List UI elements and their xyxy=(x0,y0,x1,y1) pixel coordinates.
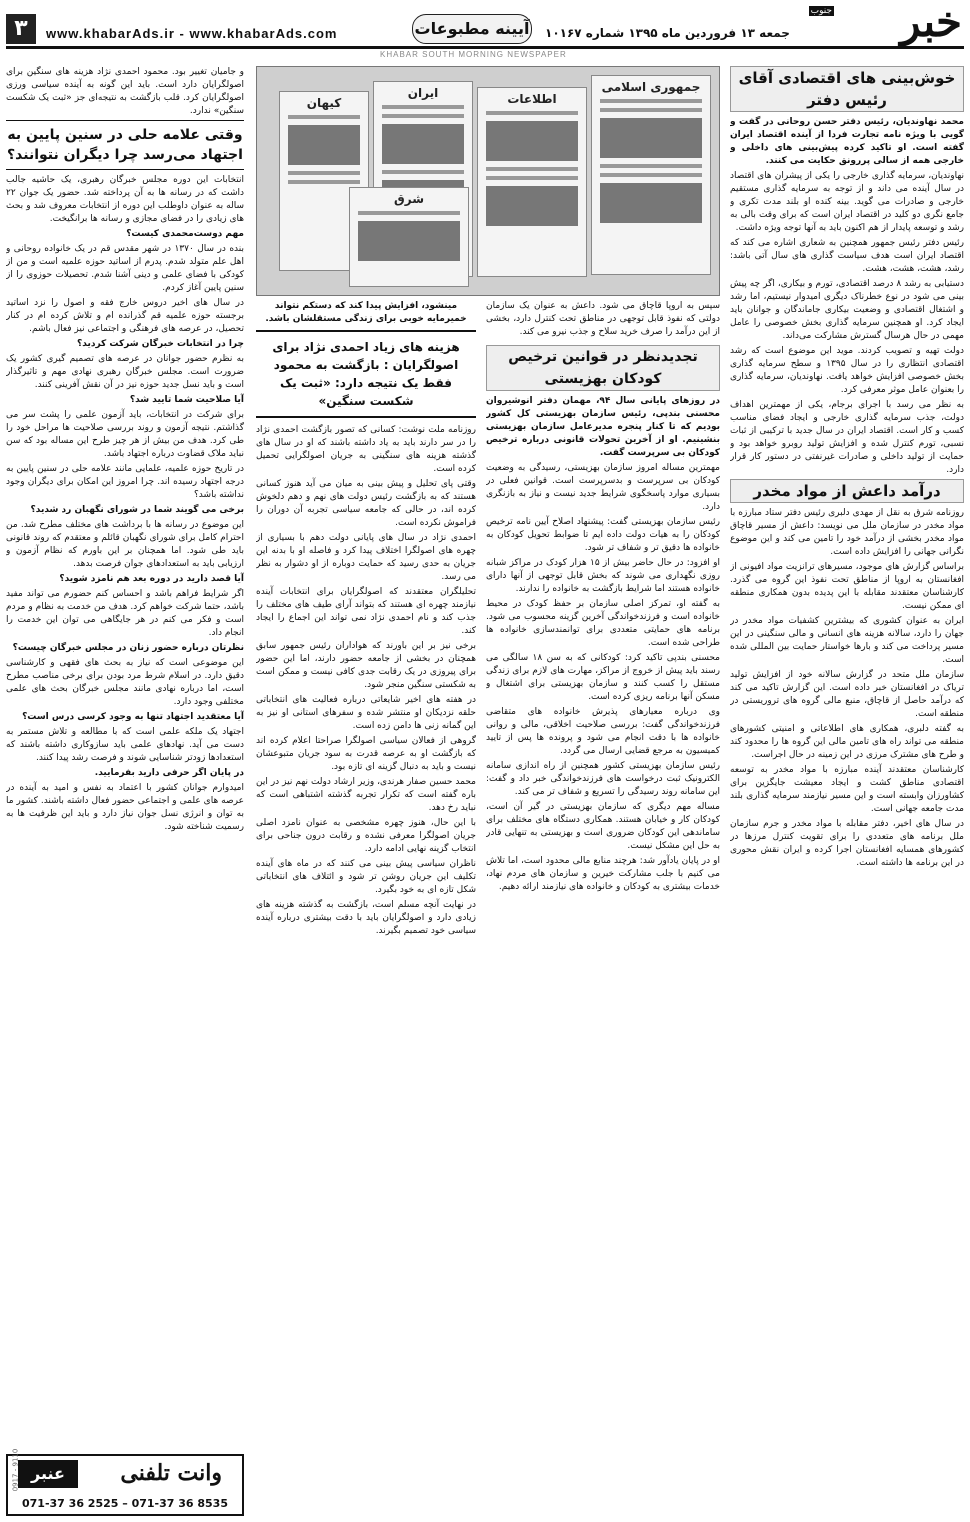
article-paragraph: سازمان ملل متحد در گزارش سالانه خود از افزایش تولید تریاک در افغانستان خبر داده است. این گزارش تاکید می کند که درآمد حاصل از قاچاق، منبع مالی گروه های تروریستی در منطقه است. xyxy=(730,670,964,719)
middle-column xyxy=(486,300,720,1522)
article-paragraph: احمدی نژاد در سال های پایانی دولت دهم با بسیاری از چهره های اصولگرا اختلاف پیدا کرد و فاصله او با بدنه این جریان به حدی رسید که حمایت دوباره از او دشوار به نظر می رسد. xyxy=(256,533,476,582)
article-paragraph: روزنامه ملت نوشت: کسانی که تصور بازگشت احمدی نژاد را در سر دارند باید به یاد داشته باشند که او در سال های گذشته هزینه های سنگینی به جریان اصولگرایی تحمیل کرده است. xyxy=(256,425,476,474)
article-paragraph: برای شرکت در انتخابات، باید آزمون علمی را پشت سر می گذاشتم. نتیجه آزمون و روند بررسی صلاحیت ها مراحل خود را طی کرد. هدف من بیش از هر چیز طرح این مساله بود که سن نباید ملاک قضاوت درباره اجتهاد باشد. xyxy=(6,410,244,459)
article-paragraph: اگر شرایط فراهم باشد و احساس کنم حضورم می تواند مفید باشد، حتما شرکت خواهم کرد. هدف من خدمت به نظام و مردم است و فکر می کنم در هر جایگاهی می توان این خدمت را انجام داد. xyxy=(6,589,244,638)
interview-question: مهم دوست‌محمدی کیست؟ xyxy=(126,229,244,239)
article-paragraph: وی درباره معیارهای پذیرش خانواده های متقاضی فرزندخواندگی گفت: بررسی صلاحیت اخلاقی، مالی و روانی خانواده ها با دقت انجام می شود و پرونده ها پس از تایید کمیسیون به مرجع قضایی ارسال می گردد. xyxy=(486,707,720,756)
ad-brand-logo: عنبر xyxy=(18,1460,78,1488)
logo-tag: جنوب xyxy=(810,6,832,16)
article-paragraph: به نظرم حضور جوانان در عرصه های تصمیم گیری کشور یک ضرورت است. مجلس خبرگان رهبری نهادی مهم و تاثیرگذار است و باید نسل جدید حوزه نیز در آن نقش آفرینی کنند. xyxy=(6,354,244,390)
interview-question: آیا معتقدید اجتهاد تنها به وجود کرسی درس است؟ xyxy=(22,712,244,722)
middle-left-column xyxy=(256,300,476,1522)
article-headline-ahmadinejad: هزینه های زیاد احمدی نژاد برای اصولگرایان : بازگشت به محمود فقط یک نتیجه دارد: «ثبت یک شکست سنگین» xyxy=(256,330,476,418)
section-title: آیینه مطبوعات xyxy=(412,14,532,44)
article-lead: در روزهای پایانی سال ۹۴، مهمان دفتر انوشیروان محسنی بندپی، رئیس سازمان بهزیستی کل کشور بودیم که تا کنار پنجره مدیرعامل سازمان بهزیستی بنشینیم. او از آخرین تحولات قانونی درباره ترخیص کودکان بی سرپرست گفت. xyxy=(486,396,720,458)
interview-question: آیا صلاحیت شما تایید شد؟ xyxy=(129,395,244,405)
article-paragraph: این موضوعی است که نیاز به بحث های فقهی و کارشناسی دقیق دارد. در اسلام شرط مرد بودن برای برخی مناصب مطرح است، اما درباره نهادی مانند مجلس خبرگان بحث های علمی مختلفی وجود دارد. xyxy=(6,658,244,707)
newspaper-front-page xyxy=(349,187,469,287)
article-paragraph: گروهی از فعالان سیاسی اصولگرا صراحتا اعلام کرده اند که بازگشت او به عرصه قدرت به سود جریان متبوعشان نیست و باید به دنبال گزینه ای تازه بود. xyxy=(256,736,476,772)
newspaper-title: شرق xyxy=(394,192,424,206)
article-paragraph: انتخابات این دوره مجلس خبرگان رهبری، یک حاشیه جالب داشت که در رسانه ها به آن پرداخته شد. حضور یک جوان ۲۲ ساله به عنوان داوطلب این دوره از انتخابات معروف شد و بحث های زیادی را در فضای مجازی و رسانه ها برانگیخت. xyxy=(6,175,244,224)
article-paragraph: او افزود: در حال حاضر بیش از ۱۵ هزار کودک در مراکز شبانه روزی نگهداری می شوند که بخش قابل توجهی از آنها دارای خانواده هستند اما شرایط بازگشت به خانواده را ندارند. xyxy=(486,558,720,594)
newspaper-title: اطلاعات xyxy=(507,92,557,106)
article-paragraph: مهمترین مساله امروز سازمان بهزیستی، رسیدگی به وضعیت کودکان بی سرپرست و بدسرپرست است. قوانین فعلی در بسیاری موارد پاسخگوی شرایط جدید نیست و نیاز به بازنگری دارد. xyxy=(486,463,720,512)
photo-caption: مینشود، افزایش پیدا کند که دستکم نتواند خمیرمایه خوبی برای زندگی مستقلشان باشد. xyxy=(265,301,467,324)
article-paragraph: به نظر می رسد با اجرای برجام، یکی از مهمترین اهداف دولت، جذب سرمایه گذاری خارجی و ایجاد فضای مناسب کسب و کار است. اقتصاد ایران در سال جدید با ترکیبی از ثبات نسبی، تورم کنترل شده و افزایش تولید روبرو خواهد بود و حمایت از تولید داخلی و صادرات غیرنفتی در دستور کار قرار دارد. xyxy=(730,400,964,475)
issue-date: جمعه ۱۳ فروردین ماه ۱۳۹۵ شماره ۱۰۱۶۷ xyxy=(545,26,790,40)
article-paragraph: نهاوندیان، سرمایه گذاری خارجی را یکی از پیشران های اقتصاد در سال آینده می داند و از توجه به سرمایه گذاری مستقیم خارجی و صادرات می گوید. بینه کنده او بلند مدت تکری و جامع نگری دو کلید در اقتصاد ایران است که برای وقت بالی به رشد و توسعه پایدار از هم اکنون باید به آنها توجه ویژه داشت. xyxy=(730,171,964,233)
article-paragraph: دولت تهیه و تصویب کردند. موید این موضوع است که رشد اقتصادی انتظاری را در سال ۱۳۹۵ و سطح سرمایه گذاری بخش خصوصی افزایش خواهد یافت. نهاوندیان، سرمایه گذاری را بعنوان عامل موثر معرفی کرد. xyxy=(730,346,964,395)
article-paragraph: این موضوع در رسانه ها با برداشت های مختلف مطرح شد. من احترام کامل برای شورای نگهبان قائلم و معتقدم که روند قانونی باید طی شود. اما همچنان بر این باورم که نظام آزمون و ارزیابی باید به استعدادهای جوان فرصت بدهد. xyxy=(6,520,244,569)
right-column xyxy=(730,66,964,1522)
logo-text: خبر xyxy=(900,0,962,46)
newspapers-photo xyxy=(256,66,720,296)
article-paragraph: به گفته او، تمرکز اصلی سازمان بر حفظ کودک در محیط خانواده است و فرزندخواندگی آخرین گزینه محسوب می شود. برنامه های حمایتی متعددی برای توانمندسازی خانواده ها طراحی شده است. xyxy=(486,599,720,648)
article-paragraph: رئیس سازمان بهزیستی گفت: پیشنهاد اصلاح آیین نامه ترخیص کودکان را به هیات دولت داده ایم تا ضوابط تحویل کودکان به خانواده ها دقیق تر و شفاف تر شود. xyxy=(486,517,720,553)
article-paragraph: روزنامه شرق به نقل از مهدی دلبری رئیس دفتر ستاد مبارزه با مواد مخدر در سازمان ملل می نویسد: داعش از مسیر قاچاق مواد مخدر بخشی از درآمد خود را تامین می کند و این موضوع نگرانی جهانی را افزایش داده است. xyxy=(730,508,964,557)
article-paragraph: امیدوارم جوانان کشور با اعتماد به نفس و امید به آینده در عرصه های علمی و اجتماعی حضور فعال داشته باشند. کشور ما به توان و انرژی نسل جوان نیاز دارد و باید این ظرفیت ها به رسمیت شناخته شود. xyxy=(6,783,244,832)
article-paragraph: او در پایان یادآور شد: هرچند منابع مالی محدود است، اما تلاش می کنیم با جلب مشارکت خیرین و سازمان های مردم نهاد، خدمات بیشتری به کودکان و خانواده های نیازمند ارائه دهیم. xyxy=(486,856,720,892)
article-paragraph: دستیابی به رشد ۸ درصد اقتصادی، تورم و بیکاری، اگر چه پیش بینی می شود در نوع خطرناک دیگری امیدوار نیستیم، اما رشد و اشتغال اقتصادی و وضعیت بیکاری جاماندگان و جوانان باید ایجاد کرد. او همچنین سرمایه گذاری بخش خصوصی را عامل مهمی در حال هرسال گسترش مشارکت می‌داند. xyxy=(730,279,964,341)
newspaper-logo xyxy=(812,2,962,46)
article-paragraph: کارشناسان معتقدند آینده مبارزه با مواد مخدر به توسعه اقتصادی مناطق کشت و ایجاد معیشت جایگزین برای کشاورزان وابسته است و این مسیر نیازمند سرمایه گذاری بلند مدت جامعه جهانی است. xyxy=(730,765,964,814)
article-headline-allameh: وقتی علامه حلی در سنین پایین به اجتهاد می‌رسد چرا دیگران نتوانند؟ xyxy=(6,120,244,170)
article-paragraph: به گفته دلبری، همکاری های اطلاعاتی و امنیتی کشورهای منطقه می تواند راه های تامین مالی این گروه ها را محدود کند و طرح های مشترک مرزی در این زمینه در حال اجراست. xyxy=(730,724,964,760)
advertisement-box[interactable] xyxy=(6,1448,244,1516)
interview-question: برخی می گویند شما در شورای نگهبان رد شدید؟ xyxy=(30,505,244,515)
article-continuation: و جامیان تغییر بود. محمود احمدی نژاد هزینه های سنگین برای اصولگرایان دارد است. باید این گونه به آینده سیاسی ورزی اصولگرایان کرد. قلب بازگشت به نتیجه‌ای جز «ثبت یک شکست سنگین» ندارد. xyxy=(6,67,244,116)
article-paragraph: محمد حسین صفار هرندی، وزیر ارشاد دولت نهم نیز در این باره گفته است که تکرار تجربه گذشته اشتباهی است که نباید رخ دهد. xyxy=(256,777,476,813)
page-number: ۳ xyxy=(6,14,36,44)
left-column xyxy=(6,66,244,1446)
masthead-rule xyxy=(6,46,964,49)
article-paragraph: براساس گزارش های موجود، مسیرهای ترانزیت مواد افیونی از افغانستان به اروپا از مناطق تحت نفوذ این گروه می گذرد. کارشناسان معتقدند مقابله با این پدیده بدون همکاری منطقه ای ممکن نیست. xyxy=(730,562,964,611)
article-headline-isis: درآمد داعش از مواد مخدر xyxy=(730,479,964,503)
article-paragraph: رئیس دفتر رئیس جمهور همچنین به شعاری اشاره می کند که اقتصاد ایران است هدف سیاست گذاری های سال آتی باشد: رشد، هشت، هشت، هشت. xyxy=(730,238,964,274)
article-paragraph: بنده در سال ۱۳۷۰ در شهر مقدس قم در یک خانواده روحانی و اهل علم متولد شدم. پدرم از اساتید حوزه علمیه است و من از کودکی با فضای علمی و دینی آشنا شدم. تحصیلات حوزوی را از سنین پایین آغاز کردم. xyxy=(6,244,244,293)
article-paragraph: مساله مهم دیگری که سازمان بهزیستی در گیر آن است، کودکان کار و خیابان هستند. همکاری دستگاه های مختلف برای ساماندهی این کودکان ضروری است و بهزیستی به تنهایی قادر به حل این مشکل نیست. xyxy=(486,802,720,851)
article-paragraph: با این حال، هنوز چهره مشخصی به عنوان نامزد اصلی جریان اصولگرا معرفی نشده و رقابت درون جناحی برای انتخاب گزینه نهایی ادامه دارد. xyxy=(256,818,476,854)
article-paragraph: در سال های اخیر، دفتر مقابله با مواد مخدر و جرم سازمان ملل برنامه های متعددی را برای تقویت کنترل مرزها در کشورهای همسایه افغانستان اجرا کرده و ایران نقش محوری در این برنامه ها داشته است. xyxy=(730,819,964,868)
news-intro: سپس به اروپا قاچاق می شود. داعش به عنوان یک سازمان دولتی که نفوذ قابل توجهی در مناطق تحت کنترل دارد، بخشی از این درآمد را صرف خرید سلاح و جذب نیرو می کند. xyxy=(486,301,720,337)
newspaper-title: جمهوری اسلامی xyxy=(601,80,701,94)
interview-question: نظرتان درباره حضور زنان در مجلس خبرگان چیست؟ xyxy=(12,643,244,653)
article-headline-welfare: تجدیدنظر در قوانین ترخیص کودکان بهزیستی xyxy=(486,345,720,391)
ad-side-note: 0917 - 9110 xyxy=(11,1448,20,1492)
newspaper-title: کیهان xyxy=(306,96,342,110)
interview-question: چرا در انتخابات خبرگان شرکت کردید؟ xyxy=(77,339,244,349)
article-paragraph: در سال های اخیر دروس خارج فقه و اصول را نزد اساتید برجسته حوزه علمیه قم گذرانده ام و تلاش کرده ام در کنار تحصیل، در عرصه های فرهنگی و اجتماعی نیز فعال باشم. xyxy=(6,298,244,334)
newspaper-title: ایران xyxy=(407,86,439,100)
article-paragraph: در هفته های اخیر شایعاتی درباره فعالیت های انتخاباتی حلقه نزدیکان او منتشر شده و سفرهای استانی او نیز به این گمانه زنی ها دامن زده است. xyxy=(256,695,476,731)
article-paragraph: رئیس سازمان بهزیستی کشور همچنین از راه اندازی سامانه الکترونیک ثبت درخواست های فرزندخواندگی خبر داد و گفت: این سامانه روند رسیدگی را تسریع و شفاف تر می کند. xyxy=(486,761,720,797)
article-paragraph: در نهایت آنچه مسلم است، بازگشت به گذشته هزینه های زیادی دارد و اصولگرایان باید با دقت بیشتری درباره آینده سیاسی خود تصمیم بگیرند. xyxy=(256,900,476,936)
interview-question: آیا قصد دارید در دوره بعد هم نامزد شوید؟ xyxy=(59,574,244,584)
article-paragraph: ناظران سیاسی پیش بینی می کنند که در ماه های آینده تکلیف این جریان روشن تر شود و ائتلاف های انتخاباتی شکل تازه ای به خود بگیرد. xyxy=(256,859,476,895)
article-paragraph: تحلیلگران معتقدند که اصولگرایان برای انتخابات آینده نیازمند چهره ای هستند که بتواند آرای طیف های مختلف را جذب کند و نام احمدی نژاد نمی تواند این اجماع را ایجاد کند. xyxy=(256,587,476,636)
article-paragraph: وقتی پای تحلیل و پیش بینی به میان می آید هنوز کسانی هستند که به بازگشت رئیس دولت های نهم و دهم دلخوش کرده اند، در حالی که جامعه سیاسی تجربه آن دوران را فراموش نکرده است. xyxy=(256,479,476,528)
interview-question: در پایان اگر حرفی دارید بفرمایید. xyxy=(94,768,244,778)
article-paragraph: محسنی بندپی تاکید کرد: کودکانی که به سن ۱۸ سالگی می رسند باید پیش از خروج از مراکز، مهارت های لازم برای زندگی مستقل را کسب کنند و سازمان بهزیستی برای اشتغال و مسکن آنها برنامه ریزی کرده است. xyxy=(486,653,720,702)
masthead xyxy=(0,0,970,66)
newspaper-front-page xyxy=(591,75,711,275)
article-headline-economy: خوش‌بینی های اقتصادی آقای رئیس دفتر xyxy=(730,66,964,112)
masthead-subline: KHABAR SOUTH MORNING NEWSPAPER xyxy=(380,50,567,59)
site-url[interactable]: www.khabarAds.ir - www.khabarAds.com xyxy=(46,26,338,41)
ad-phone-numbers[interactable]: 071-37 36 2525 – 071-37 36 8535 xyxy=(22,1497,228,1510)
article-lead: محمد نهاوندیان، رئیس دفتر حسن روحانی در گفت و گویی با ویژه نامه تجارت فردا از آینده اقتصاد ایران گفته است. او تاکید کرده پیش‌بینی های داخلی و خارجی همه از سالی پررونق حکایت می کنند. xyxy=(730,117,964,166)
article-paragraph: اجتهاد یک ملکه علمی است که با مطالعه و تلاش مستمر به دست می آید. نهادهای علمی باید سازوکاری داشته باشند که استعدادها زودتر شناسایی شوند و فرصت رشد پیدا کنند. xyxy=(6,727,244,763)
article-paragraph: ایران به عنوان کشوری که بیشترین کشفیات مواد مخدر در جهان را دارد، سالانه هزینه های انسانی و مالی سنگینی در این مسیر پرداخت می کند و بارها خواستار حمایت بین المللی شده است. xyxy=(730,616,964,665)
article-paragraph: در تاریخ حوزه علمیه، علمایی مانند علامه حلی در سنین پایین به درجه اجتهاد رسیده اند. چرا امروز این امکان برای دیگران وجود نداشته باشد؟ xyxy=(6,464,244,500)
newspaper-front-page xyxy=(477,87,587,277)
ad-title: وانت تلفنی xyxy=(120,1460,222,1486)
article-paragraph: برخی نیز بر این باورند که هواداران رئیس جمهور سابق همچنان در بخشی از جامعه حضور دارند، اما این حضور برای پیروزی در یک رقابت جدی کافی نیست و ممکن است به شکستی سنگین منجر شود. xyxy=(256,641,476,690)
